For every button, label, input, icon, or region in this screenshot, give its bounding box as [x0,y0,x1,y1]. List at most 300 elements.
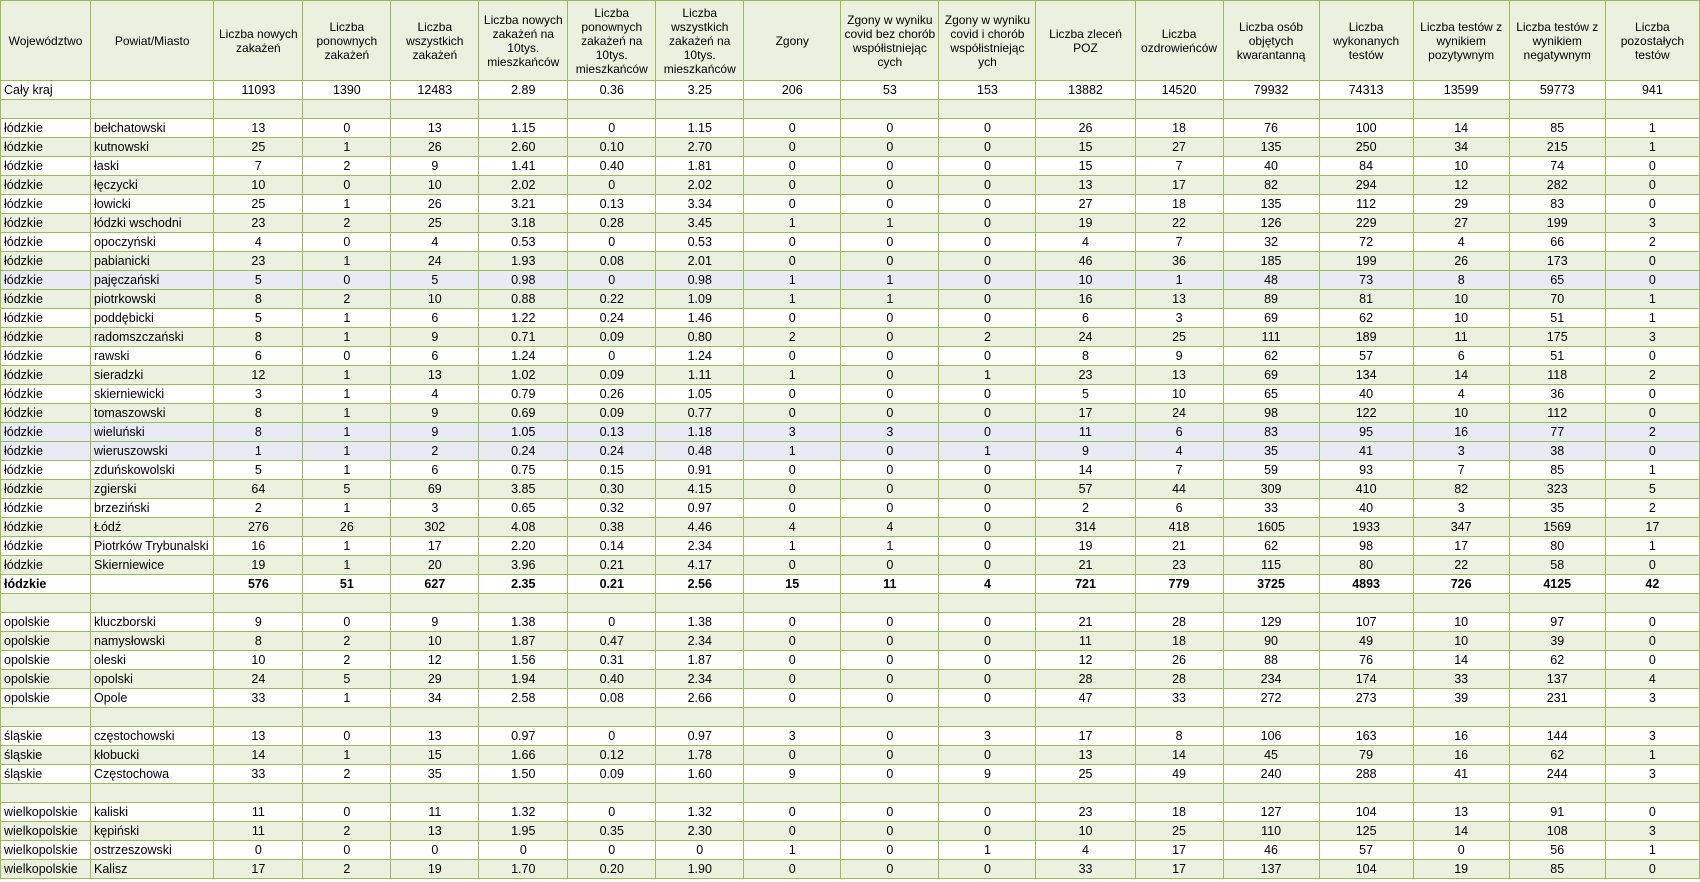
county-cell[interactable]: kutnowski [91,138,214,157]
value-cell[interactable]: 98 [1223,404,1319,423]
value-cell[interactable] [1319,708,1413,727]
column-header[interactable]: Województwo [1,1,91,81]
county-cell[interactable]: kępiński [91,822,214,841]
value-cell[interactable]: 27 [1036,195,1135,214]
voivodeship-cell[interactable]: łódzkie [1,309,91,328]
value-cell[interactable]: 2 [744,328,841,347]
value-cell[interactable]: 46 [1036,252,1135,271]
value-cell[interactable]: 0 [391,841,479,860]
value-cell[interactable]: 2.30 [656,822,744,841]
value-cell[interactable]: 29 [391,670,479,689]
value-cell[interactable] [841,784,939,803]
voivodeship-cell[interactable]: łódzkie [1,461,91,480]
county-cell[interactable]: Łódź [91,518,214,537]
value-cell[interactable]: 0 [841,195,939,214]
value-cell[interactable]: 110 [1223,822,1319,841]
value-cell[interactable]: 0 [744,822,841,841]
voivodeship-cell[interactable]: wielkopolskie [1,860,91,879]
county-cell[interactable]: tomaszowski [91,404,214,423]
value-cell[interactable]: 314 [1036,518,1135,537]
value-cell[interactable] [1413,594,1509,613]
value-cell[interactable]: 57 [1319,347,1413,366]
value-cell[interactable]: 0.08 [568,252,656,271]
value-cell[interactable]: 0 [568,347,656,366]
voivodeship-cell[interactable]: Cały kraj [1,81,91,100]
value-cell[interactable]: 0 [1605,271,1699,290]
value-cell[interactable] [744,594,841,613]
value-cell[interactable] [1135,594,1223,613]
value-cell[interactable]: 18 [1135,119,1223,138]
value-cell[interactable]: 35 [1223,442,1319,461]
value-cell[interactable]: 0 [744,670,841,689]
value-cell[interactable]: 82 [1223,176,1319,195]
value-cell[interactable]: 0 [841,556,939,575]
value-cell[interactable]: 2 [303,290,391,309]
value-cell[interactable]: 0 [744,233,841,252]
value-cell[interactable]: 779 [1135,575,1223,594]
value-cell[interactable]: 0 [744,347,841,366]
value-cell[interactable]: 62 [1509,651,1605,670]
value-cell[interactable]: 104 [1319,860,1413,879]
value-cell[interactable]: 0 [744,138,841,157]
value-cell[interactable]: 21 [1036,556,1135,575]
column-header[interactable]: Zgony [744,1,841,81]
column-header[interactable]: Liczba testów z wynikiem pozytywnym [1413,1,1509,81]
value-cell[interactable]: 25 [214,138,303,157]
county-cell[interactable]: wieruszowski [91,442,214,461]
value-cell[interactable]: 0 [939,613,1036,632]
value-cell[interactable] [479,594,568,613]
value-cell[interactable]: 1.32 [656,803,744,822]
value-cell[interactable]: 70 [1509,290,1605,309]
value-cell[interactable]: 7 [214,157,303,176]
value-cell[interactable]: 0 [1413,841,1509,860]
value-cell[interactable]: 0.98 [656,271,744,290]
column-header[interactable]: Liczba nowych zakażeń [214,1,303,81]
value-cell[interactable]: 1.87 [656,651,744,670]
value-cell[interactable]: 13 [391,119,479,138]
value-cell[interactable] [939,100,1036,119]
value-cell[interactable]: 323 [1509,480,1605,499]
value-cell[interactable]: 10 [391,290,479,309]
voivodeship-cell[interactable]: łódzkie [1,119,91,138]
voivodeship-cell[interactable]: łódzkie [1,385,91,404]
value-cell[interactable]: 1 [303,328,391,347]
value-cell[interactable]: 1.02 [479,366,568,385]
value-cell[interactable]: 10 [1413,632,1509,651]
county-cell[interactable]: brzeziński [91,499,214,518]
value-cell[interactable]: 58 [1509,556,1605,575]
value-cell[interactable]: 16 [1413,746,1509,765]
value-cell[interactable]: 199 [1319,252,1413,271]
value-cell[interactable]: 185 [1223,252,1319,271]
value-cell[interactable]: 137 [1509,670,1605,689]
value-cell[interactable]: 1 [303,309,391,328]
value-cell[interactable]: 0.69 [479,404,568,423]
value-cell[interactable]: 79932 [1223,81,1319,100]
value-cell[interactable]: 4 [214,233,303,252]
value-cell[interactable]: 10 [391,632,479,651]
value-cell[interactable]: 273 [1319,689,1413,708]
value-cell[interactable]: 0 [744,803,841,822]
value-cell[interactable]: 73 [1319,271,1413,290]
value-cell[interactable] [1605,100,1699,119]
value-cell[interactable]: 0.38 [568,518,656,537]
county-cell[interactable]: Częstochowa [91,765,214,784]
voivodeship-cell[interactable]: łódzkie [1,404,91,423]
value-cell[interactable]: 10 [1036,822,1135,841]
value-cell[interactable]: 11 [1036,423,1135,442]
value-cell[interactable]: 17 [1135,860,1223,879]
value-cell[interactable]: 0 [939,214,1036,233]
value-cell[interactable] [479,100,568,119]
value-cell[interactable]: 173 [1509,252,1605,271]
value-cell[interactable]: 77 [1509,423,1605,442]
value-cell[interactable]: 8 [214,404,303,423]
value-cell[interactable]: 18 [1135,632,1223,651]
value-cell[interactable]: 0 [939,651,1036,670]
value-cell[interactable] [744,100,841,119]
county-cell[interactable]: kłobucki [91,746,214,765]
value-cell[interactable]: 13 [1413,803,1509,822]
value-cell[interactable]: 0 [479,841,568,860]
value-cell[interactable]: 15 [391,746,479,765]
value-cell[interactable] [1605,784,1699,803]
value-cell[interactable]: 25 [1036,765,1135,784]
value-cell[interactable]: 0 [841,385,939,404]
voivodeship-cell[interactable]: łódzkie [1,537,91,556]
county-cell[interactable]: łaski [91,157,214,176]
county-cell[interactable]: wieluński [91,423,214,442]
value-cell[interactable]: 135 [1223,138,1319,157]
value-cell[interactable]: 0 [568,176,656,195]
value-cell[interactable] [1413,784,1509,803]
value-cell[interactable]: 15 [744,575,841,594]
value-cell[interactable] [656,594,744,613]
county-cell[interactable]: skierniewicki [91,385,214,404]
value-cell[interactable]: 0 [568,727,656,746]
value-cell[interactable]: 3 [1605,822,1699,841]
value-cell[interactable]: 0 [841,499,939,518]
value-cell[interactable]: 0 [841,157,939,176]
voivodeship-cell[interactable]: łódzkie [1,499,91,518]
value-cell[interactable]: 56 [1509,841,1605,860]
value-cell[interactable]: 0.32 [568,499,656,518]
county-cell[interactable]: łęczycki [91,176,214,195]
value-cell[interactable]: 6 [1413,347,1509,366]
value-cell[interactable]: 1.50 [479,765,568,784]
value-cell[interactable]: 22 [1413,556,1509,575]
value-cell[interactable]: 1.05 [656,385,744,404]
value-cell[interactable]: 22 [1135,214,1223,233]
value-cell[interactable]: 3.34 [656,195,744,214]
value-cell[interactable]: 13 [214,727,303,746]
value-cell[interactable]: 69 [1223,366,1319,385]
value-cell[interactable]: 2 [303,822,391,841]
value-cell[interactable]: 19 [1413,860,1509,879]
value-cell[interactable]: 0 [841,404,939,423]
value-cell[interactable]: 11 [391,803,479,822]
value-cell[interactable]: 134 [1319,366,1413,385]
value-cell[interactable]: 1 [303,499,391,518]
county-cell[interactable]: częstochowski [91,727,214,746]
county-cell[interactable]: oleski [91,651,214,670]
value-cell[interactable] [1605,594,1699,613]
value-cell[interactable]: 8 [1135,727,1223,746]
value-cell[interactable]: 137 [1223,860,1319,879]
value-cell[interactable]: 3 [391,499,479,518]
column-header[interactable]: Liczba osób objętych kwarantanną [1223,1,1319,81]
value-cell[interactable]: 4.15 [656,480,744,499]
value-cell[interactable]: 57 [1036,480,1135,499]
value-cell[interactable]: 10 [1135,385,1223,404]
voivodeship-cell[interactable]: opolskie [1,632,91,651]
value-cell[interactable]: 80 [1509,537,1605,556]
value-cell[interactable]: 19 [1036,537,1135,556]
value-cell[interactable]: 3.96 [479,556,568,575]
value-cell[interactable]: 0 [744,119,841,138]
value-cell[interactable] [939,594,1036,613]
value-cell[interactable]: 1 [939,841,1036,860]
value-cell[interactable]: 0 [744,746,841,765]
value-cell[interactable]: 229 [1319,214,1413,233]
value-cell[interactable]: 0 [939,746,1036,765]
value-cell[interactable]: 1.15 [656,119,744,138]
value-cell[interactable]: 17 [214,860,303,879]
value-cell[interactable]: 3 [744,727,841,746]
value-cell[interactable]: 6 [391,347,479,366]
value-cell[interactable]: 0 [1605,860,1699,879]
value-cell[interactable]: 726 [1413,575,1509,594]
value-cell[interactable]: 12 [391,651,479,670]
value-cell[interactable]: 1 [303,252,391,271]
value-cell[interactable] [391,594,479,613]
value-cell[interactable]: 3 [1605,214,1699,233]
value-cell[interactable]: 0.09 [568,366,656,385]
value-cell[interactable]: 19 [391,860,479,879]
county-cell[interactable] [91,594,214,613]
value-cell[interactable]: 4 [391,385,479,404]
value-cell[interactable]: 189 [1319,328,1413,347]
voivodeship-cell[interactable]: łódzkie [1,423,91,442]
voivodeship-cell[interactable]: łódzkie [1,290,91,309]
value-cell[interactable] [479,708,568,727]
voivodeship-cell[interactable]: łódzkie [1,157,91,176]
value-cell[interactable] [841,594,939,613]
value-cell[interactable]: 0 [841,632,939,651]
value-cell[interactable]: 5 [391,271,479,290]
value-cell[interactable]: 2 [303,765,391,784]
voivodeship-cell[interactable]: łódzkie [1,214,91,233]
value-cell[interactable]: 0 [841,347,939,366]
value-cell[interactable]: 0 [841,727,939,746]
value-cell[interactable]: 4 [1135,442,1223,461]
value-cell[interactable]: 0 [656,841,744,860]
value-cell[interactable]: 0 [939,461,1036,480]
value-cell[interactable]: 0 [939,233,1036,252]
value-cell[interactable]: 0 [744,651,841,670]
value-cell[interactable]: 0.09 [568,404,656,423]
value-cell[interactable]: 97 [1509,613,1605,632]
value-cell[interactable]: 240 [1223,765,1319,784]
value-cell[interactable]: 80 [1319,556,1413,575]
value-cell[interactable] [214,594,303,613]
value-cell[interactable]: 51 [1509,347,1605,366]
value-cell[interactable]: 65 [1509,271,1605,290]
value-cell[interactable]: 0.13 [568,195,656,214]
value-cell[interactable]: 1.66 [479,746,568,765]
value-cell[interactable]: 40 [1319,499,1413,518]
value-cell[interactable]: 6 [1135,499,1223,518]
value-cell[interactable]: 0 [939,176,1036,195]
value-cell[interactable]: 49 [1135,765,1223,784]
value-cell[interactable]: 1.60 [656,765,744,784]
value-cell[interactable]: 15 [1036,157,1135,176]
value-cell[interactable]: 33 [1036,860,1135,879]
voivodeship-cell[interactable]: opolskie [1,613,91,632]
county-cell[interactable]: zduńskowolski [91,461,214,480]
county-cell[interactable]: pabianicki [91,252,214,271]
value-cell[interactable]: 0 [841,689,939,708]
value-cell[interactable]: 0 [744,195,841,214]
voivodeship-cell[interactable] [1,100,91,119]
value-cell[interactable]: 0 [744,404,841,423]
value-cell[interactable]: 1 [1605,119,1699,138]
value-cell[interactable]: 0.91 [656,461,744,480]
value-cell[interactable]: 65 [1223,385,1319,404]
value-cell[interactable]: 0 [939,195,1036,214]
value-cell[interactable] [744,784,841,803]
value-cell[interactable]: 0 [568,613,656,632]
value-cell[interactable]: 76 [1223,119,1319,138]
value-cell[interactable]: 0 [568,271,656,290]
value-cell[interactable]: 23 [1135,556,1223,575]
value-cell[interactable]: 5 [214,461,303,480]
value-cell[interactable]: 0.24 [568,309,656,328]
value-cell[interactable]: 41 [1413,765,1509,784]
value-cell[interactable] [303,708,391,727]
value-cell[interactable]: 10 [1413,290,1509,309]
value-cell[interactable]: 3 [1605,328,1699,347]
voivodeship-cell[interactable]: opolskie [1,689,91,708]
county-cell[interactable]: łowicki [91,195,214,214]
value-cell[interactable]: 2.34 [656,670,744,689]
county-cell[interactable]: namysłowski [91,632,214,651]
value-cell[interactable]: 199 [1509,214,1605,233]
value-cell[interactable]: 1 [303,537,391,556]
value-cell[interactable]: 12 [214,366,303,385]
value-cell[interactable]: 14520 [1135,81,1223,100]
value-cell[interactable]: 79 [1319,746,1413,765]
value-cell[interactable]: 115 [1223,556,1319,575]
value-cell[interactable]: 9 [744,765,841,784]
value-cell[interactable]: 4 [1605,670,1699,689]
value-cell[interactable]: 10 [1413,613,1509,632]
value-cell[interactable]: 0 [1605,404,1699,423]
value-cell[interactable] [1036,784,1135,803]
value-cell[interactable]: 282 [1509,176,1605,195]
value-cell[interactable]: 0 [939,822,1036,841]
value-cell[interactable]: 13 [1135,290,1223,309]
value-cell[interactable]: 8 [214,328,303,347]
value-cell[interactable]: 1 [303,404,391,423]
value-cell[interactable]: 0 [1605,803,1699,822]
value-cell[interactable]: 1 [1605,746,1699,765]
county-cell[interactable]: poddębicki [91,309,214,328]
value-cell[interactable]: 2.20 [479,537,568,556]
value-cell[interactable]: 941 [1605,81,1699,100]
value-cell[interactable]: 576 [214,575,303,594]
value-cell[interactable]: 34 [1413,138,1509,157]
value-cell[interactable]: 0 [744,689,841,708]
value-cell[interactable]: 10 [214,176,303,195]
value-cell[interactable]: 111 [1223,328,1319,347]
voivodeship-cell[interactable]: łódzkie [1,480,91,499]
value-cell[interactable]: 1 [744,537,841,556]
value-cell[interactable] [1509,100,1605,119]
value-cell[interactable]: 3.45 [656,214,744,233]
value-cell[interactable]: 0 [1605,651,1699,670]
value-cell[interactable]: 13599 [1413,81,1509,100]
value-cell[interactable]: 28 [1135,670,1223,689]
value-cell[interactable] [1413,708,1509,727]
value-cell[interactable]: 1.38 [656,613,744,632]
value-cell[interactable]: 309 [1223,480,1319,499]
value-cell[interactable]: 10 [214,651,303,670]
value-cell[interactable]: 1.93 [479,252,568,271]
value-cell[interactable]: 0 [939,404,1036,423]
value-cell[interactable]: 4893 [1319,575,1413,594]
value-cell[interactable]: 4.46 [656,518,744,537]
value-cell[interactable]: 12 [1036,651,1135,670]
value-cell[interactable]: 0 [214,841,303,860]
value-cell[interactable]: 40 [1319,385,1413,404]
value-cell[interactable]: 17 [1135,176,1223,195]
value-cell[interactable]: 272 [1223,689,1319,708]
value-cell[interactable]: 4.17 [656,556,744,575]
value-cell[interactable]: 231 [1509,689,1605,708]
value-cell[interactable]: 0.97 [479,727,568,746]
value-cell[interactable]: 3725 [1223,575,1319,594]
value-cell[interactable]: 0 [939,518,1036,537]
value-cell[interactable]: 39 [1509,632,1605,651]
value-cell[interactable] [1036,100,1135,119]
value-cell[interactable]: 1.81 [656,157,744,176]
value-cell[interactable]: 8 [214,290,303,309]
value-cell[interactable]: 0.12 [568,746,656,765]
value-cell[interactable]: 1 [303,423,391,442]
value-cell[interactable]: 4 [744,518,841,537]
value-cell[interactable]: 100 [1319,119,1413,138]
value-cell[interactable]: 1 [303,366,391,385]
value-cell[interactable]: 0.35 [568,822,656,841]
value-cell[interactable]: 0 [303,841,391,860]
value-cell[interactable]: 8 [214,423,303,442]
value-cell[interactable]: 0.20 [568,860,656,879]
county-cell[interactable]: Skierniewice [91,556,214,575]
voivodeship-cell[interactable]: łódzkie [1,518,91,537]
value-cell[interactable]: 20 [391,556,479,575]
value-cell[interactable]: 36 [1509,385,1605,404]
value-cell[interactable]: 0 [939,309,1036,328]
value-cell[interactable]: 26 [1036,119,1135,138]
value-cell[interactable] [1509,594,1605,613]
value-cell[interactable]: 0 [841,841,939,860]
value-cell[interactable]: 1933 [1319,518,1413,537]
column-header[interactable]: Liczba wszystkich zakażeń [391,1,479,81]
value-cell[interactable]: 410 [1319,480,1413,499]
value-cell[interactable]: 0.31 [568,651,656,670]
